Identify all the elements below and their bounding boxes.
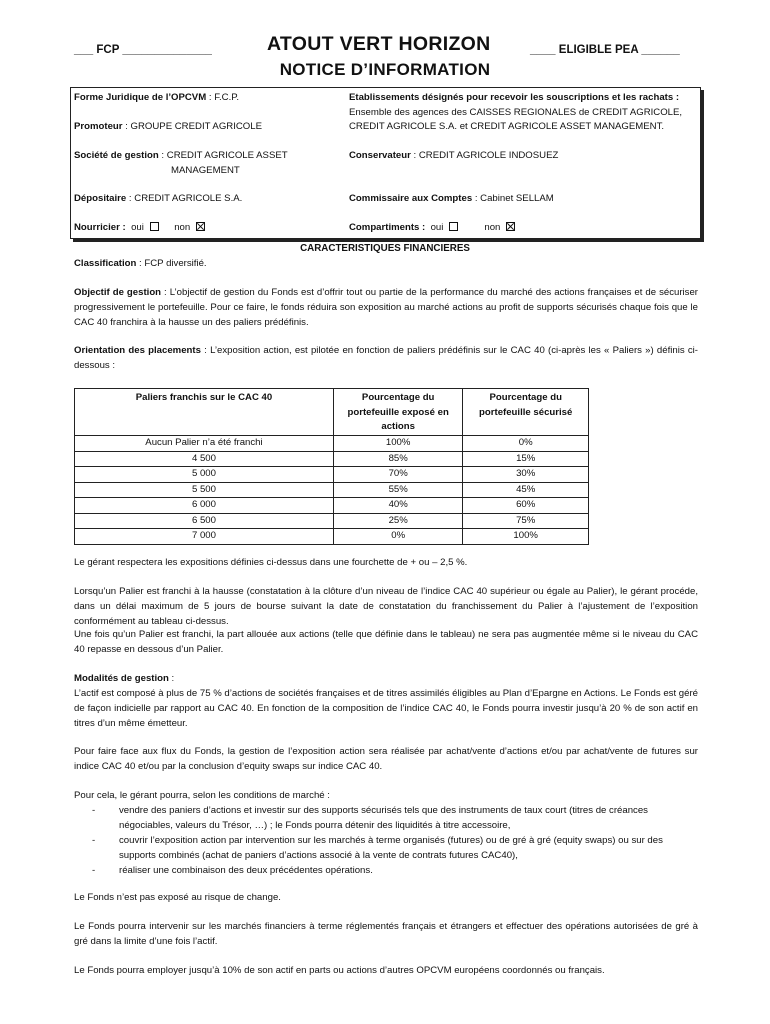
table-row (75, 467, 589, 483)
table-row (75, 436, 589, 452)
bullet-dash: - (92, 805, 96, 816)
nourricier-non-checkbox[interactable] (196, 222, 205, 231)
etablissements: Etablissements désignés pour recevoir les souscriptions et les rachats : Ensemble des agences des CAISSES REGIONALES de CREDIT AGRICOLE, CREDIT AGRICOLE S.A. et CREDIT AGRICOLE ASSET MANAGEMENT. (349, 92, 683, 132)
list-item (92, 833, 698, 863)
list-item-text: couvrir l’exposition action par intervention sur les marchés à terme organisés (futures) ou de gré à gré (equity swaps) ou sur des supports combinés (achat de paniers d’actions associé à la vente de contrats futures CAC40), (119, 835, 663, 861)
table-cell: 15% (463, 451, 589, 467)
table-cell: 75% (463, 513, 589, 529)
paragraph-palier-franchi: Lorsqu’un Palier est franchi à la hausse (constatation à la clôture d’un niveau de l’indice CAC 40 supérieur ou égale au Palier), le gérant procéde, dans un délai maximum de 5 jours de bourse suivant la date de constatation du franchissement du Palier à l’ajustement de l’exposition conformément au tableau ci-dessus. (74, 586, 698, 627)
table-cell: 6 500 (75, 513, 334, 529)
document-title: ATOUT VERT HORIZON (267, 33, 491, 55)
table-cell: 60% (463, 498, 589, 514)
table-cell: 40% (333, 498, 462, 514)
paragraph-fourchette: Le gérant respectera les expositions définies ci-dessus dans une fourchette de + ou – 2,5 %. (74, 557, 468, 568)
table-row (75, 529, 589, 545)
table-header-expose: Pourcentage du portefeuille exposé en actions (333, 389, 462, 436)
table-cell: 4 500 (75, 451, 334, 467)
paliers-table (74, 388, 589, 545)
bullet-dash: - (92, 865, 96, 876)
table-row (75, 498, 589, 514)
table-cell: 7 000 (75, 529, 334, 545)
table-row (75, 513, 589, 529)
nourricier-oui-checkbox[interactable] (150, 222, 159, 231)
list-item (92, 863, 698, 878)
table-row (75, 451, 589, 467)
compartiments-non-checkbox[interactable] (506, 222, 515, 231)
forme-juridique: Forme Juridique de l’OPCVM : F.C.P. (74, 92, 240, 103)
modalites-heading: Modalités de gestion : (74, 673, 175, 684)
fund-info-box (70, 87, 701, 239)
table-cell: 6 000 (75, 498, 334, 514)
table-cell: 45% (463, 482, 589, 498)
list-item (92, 803, 698, 833)
table-cell: 100% (463, 529, 589, 545)
table-cell: 0% (463, 436, 589, 452)
paragraph-flux: Pour faire face aux flux du Fonds, la gestion de l’exposition action sera réalisée par achat/vente d’actions et/ou par achat/vente de futures sur indice CAC 40 et/ou par la conclusion d’equity swaps sur indice CAC 40. (74, 746, 698, 772)
nourricier: Nourricier : oui non (74, 221, 344, 236)
paragraph-opcvm: Le Fonds pourra employer jusqu’à 10% de son actif en parts ou actions d’autres OPCVM européens coordonnés ou français. (74, 965, 605, 976)
table-header-paliers: Paliers franchis sur le CAC 40 (75, 389, 334, 436)
document-subtitle: NOTICE D’INFORMATION (279, 60, 491, 79)
table-cell: 5 000 (75, 467, 334, 483)
table-cell: 5 500 (75, 482, 334, 498)
table-cell: 85% (333, 451, 462, 467)
compartiments: Compartiments : oui non (349, 221, 697, 236)
bullet-list (92, 803, 698, 878)
eligible-pea-label: ____ ELIGIBLE PEA ______ (530, 44, 680, 56)
table-cell: 25% (333, 513, 462, 529)
paragraph-pour-cela: Pour cela, le gérant pourra, selon les conditions de marché : (74, 790, 330, 801)
section-title: CARACTERISTIQUES FINANCIERES (300, 243, 470, 254)
conservateur: Conservateur : CREDIT AGRICOLE INDOSUEZ (349, 150, 559, 161)
bullet-dash: - (92, 835, 96, 846)
table-row (75, 482, 589, 498)
depositaire: Dépositaire : CREDIT AGRICOLE S.A. (74, 193, 243, 204)
table-cell: 55% (333, 482, 462, 498)
table-cell: 30% (463, 467, 589, 483)
fcp-label: ___ FCP ______________ (74, 44, 212, 56)
table-cell: 100% (333, 436, 462, 452)
paragraph-marches-a-terme: Le Fonds pourra intervenir sur les marchés financiers à terme réglementés français et étrangers et effectuer des opérations autorisées de gré à gré dans la limite d’une fois l’actif. (74, 921, 698, 947)
table-cell: 70% (333, 467, 462, 483)
societe-de-gestion: Société de gestion : CREDIT AGRICOLE ASSET MANAGEMENT (74, 150, 288, 176)
commissaire-aux-comptes: Commissaire aux Comptes : Cabinet SELLAM (349, 193, 554, 204)
table-header-row (75, 389, 589, 436)
document-header (74, 34, 714, 62)
table-cell: Aucun Palier n’a été franchi (75, 436, 334, 452)
compartiments-oui-checkbox[interactable] (449, 222, 458, 231)
list-item-text: réaliser une combinaison des deux précédentes opérations. (119, 865, 373, 876)
paragraph-actif: L’actif est composé à plus de 75 % d’actions de sociétés françaises et de titres assimilés éligibles au Plan d’Epargne en Actions. Le Fonds est géré de façon indicielle par rapport au CAC 40. En fonction de la composition de l’indice CAC 40, le Fonds pourra investir jusqu’à 20 % de son actif en titres d’un même émetteur. (74, 688, 698, 729)
objectif-de-gestion: Objectif de gestion : L’objectif de gestion du Fonds est d’offrir tout ou partie de la performance du marché des actions françaises et de sécuriser progressivement le portefeuille. Pour ce faire, le fonds réduira son exposition au marché actions au profit de supports sécurisés chaque fois que le CAC 40 franchira à la hausse un des paliers prédéfinis. (74, 287, 698, 328)
table-header-securise: Pourcentage du portefeuille sécurisé (463, 389, 589, 436)
paragraph-change: Le Fonds n’est pas exposé au risque de change. (74, 892, 281, 903)
promoteur: Promoteur : GROUPE CREDIT AGRICOLE (74, 121, 263, 132)
classification: Classification : FCP diversifié. (74, 258, 207, 269)
table-cell: 0% (333, 529, 462, 545)
list-item-text: vendre des paniers d’actions et investir sur des supports sécurisés tels que des instruments de taux court (titres de créances négociables, valeurs du Trésor, …) ; le Fonds pourra détenir des liquidités à titre accessoire, (119, 805, 648, 831)
paragraph-palier-part: Une fois qu’un Palier est franchi, la part allouée aux actions (telle que définie dans le tableau) ne sera pas augmentée même si le niveau du CAC 40 repasse en dessous d’un Palier. (74, 629, 698, 655)
orientation-des-placements: Orientation des placements : L’exposition action, est pilotée en fonction de paliers prédéfinis sur le CAC 40 (ci-après les « Paliers ») définis ci-dessous : (74, 345, 698, 371)
